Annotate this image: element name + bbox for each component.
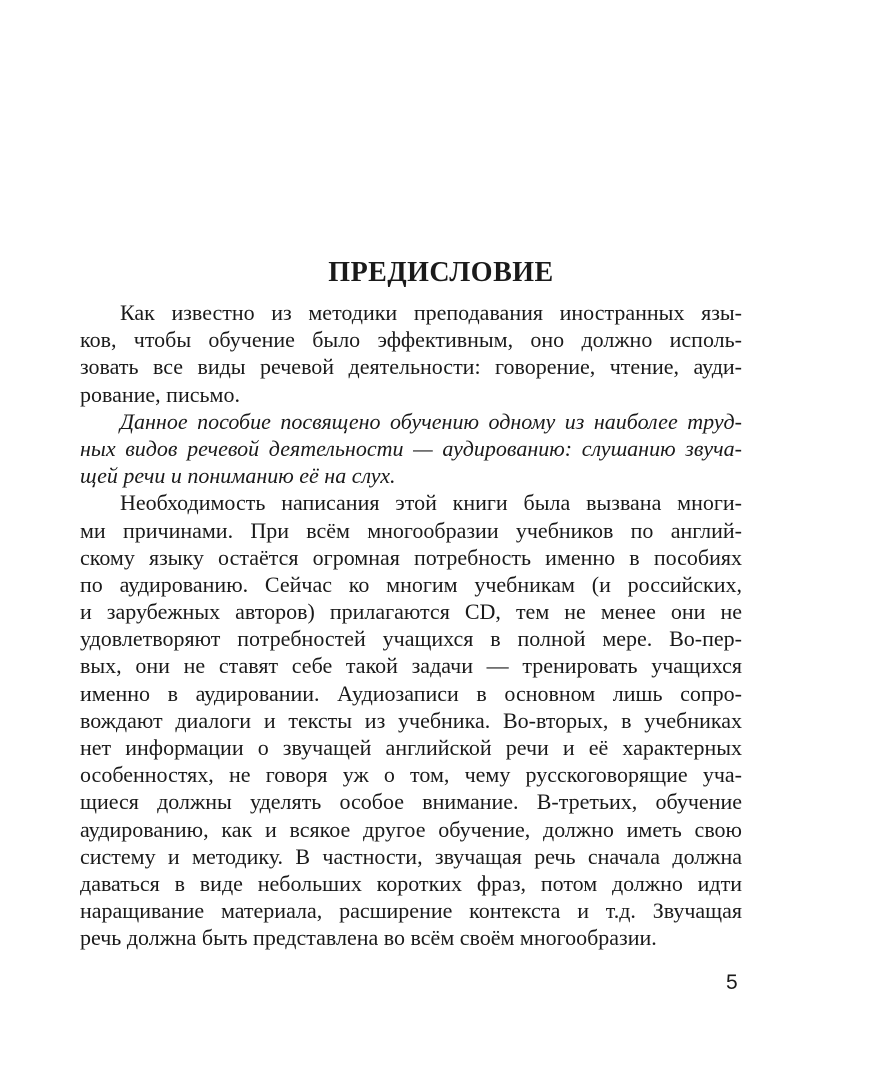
text-line: рование, письмо.: [80, 381, 240, 407]
text-line: наращивание материала, расширение контекста и т.д. Звучащая: [80, 898, 742, 924]
text-line: щей речи и пониманию её на слух.: [80, 463, 396, 489]
text-line: Как известно из методики преподавания иностранных язы-: [120, 300, 742, 325]
text-line: нет информации о звучащей английской речи и её характерных: [80, 735, 742, 760]
text-line: вых, они не ставят себе такой задачи — тренировать учащихся: [80, 653, 742, 679]
text-line: ми причинами. При всём многообразии учебников по англий-: [80, 517, 742, 543]
text-line: ков, чтобы обучение было эффективным, оно должно исполь-: [80, 327, 742, 353]
text-line: скому языку остаётся огромная потребность именно в пособиях: [80, 544, 742, 570]
text-line: Данное пособие посвящено обучению одному из наиболее труд-: [120, 408, 742, 434]
text-line: зовать все виды речевой деятельности: говорение, чтение, ауди-: [80, 354, 742, 380]
text-line: по аудированию. Сейчас ко многим учебникам (и российских,: [80, 571, 742, 597]
paragraph: [80, 489, 742, 951]
text-line: речь должна быть представлена во всём своём многообразии.: [80, 925, 657, 951]
page-number: 5: [726, 971, 738, 994]
paragraph: [80, 299, 742, 408]
text-line: аудированию, как и всякое другое обучение, должно иметь свою: [80, 816, 742, 842]
text-line: особенностях, не говоря уж о том, чему русскоговорящие уча-: [80, 762, 742, 788]
text-line: именно в аудировании. Аудиозаписи в основном лишь сопро-: [80, 680, 742, 706]
page-title: ПРЕДИСЛОВИЕ: [328, 257, 554, 288]
text-line: Необходимость написания этой книги была вызвана многи-: [120, 490, 742, 516]
body-text: [80, 299, 742, 952]
text-line: ных видов речевой деятельности — аудированию: слушанию звуча-: [80, 435, 742, 461]
text-line: вождают диалоги и тексты из учебника. Во-вторых, в учебниках: [80, 707, 742, 733]
paragraph: [80, 408, 742, 490]
text-line: систему и методику. В частности, звучащая речь сначала должна: [80, 843, 742, 869]
text-line: удовлетворяют потребностей учащихся в полной мере. Во-пер-: [80, 626, 742, 652]
text-line: даваться в виде небольших коротких фраз, потом должно идти: [80, 870, 742, 896]
text-line: и зарубежных авторов) прилагаются CD, тем не менее они не: [80, 599, 742, 625]
text-line: щиеся должны уделять особое внимание. В-третьих, обучение: [80, 789, 742, 815]
